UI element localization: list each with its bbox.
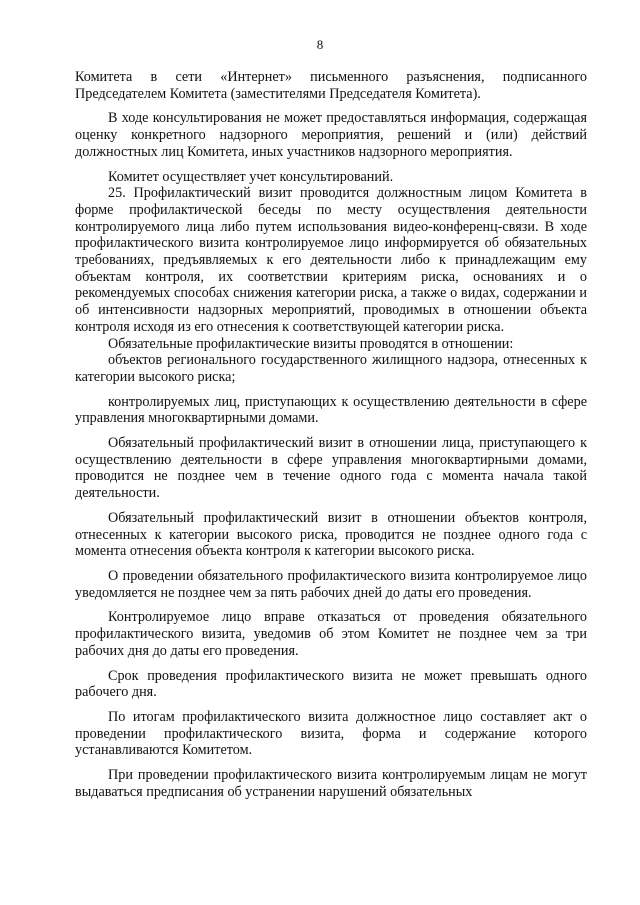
paragraph: Комитет осуществляет учет консультирований.	[108, 168, 394, 185]
paragraph: Обязательный профилактический визит в отношении лица, приступающего к осуществлению деятельности в сфере управления многоквартирными домами, проводится не позднее чем в течение одного года с момента начала такой деятельности.	[75, 435, 587, 502]
paragraph: Срок проведения профилактического визита не может превышать одного рабочего дня.	[75, 667, 587, 701]
paragraph: контролируемых лиц, приступающих к осуществлению деятельности в сфере управления многоквартирными домами.	[75, 393, 587, 427]
paragraph: 25. Профилактический визит проводится должностным лицом Комитета в форме профилактической беседы по месту осуществления деятельности контролируемого лица либо путем использования видео-конференц-связи. В ходе профилактического визита контролируемое лицо информируется об обязательных требованиях, предъявляемых к его деятельности либо к принадлежащим ему объектам контроля, их соответствии критериям риска, основаниях и о рекомендуемых способах снижения категории риска, а также о видах, содержании и об интенсивности надзорных мероприятий, проводимых в отношении объекта контроля исходя из его отнесения к соответствующей категории риска.	[75, 185, 587, 335]
paragraph: О проведении обязательного профилактического визита контролируемое лицо уведомляется не позднее чем за пять рабочих дней до даты его проведения.	[75, 567, 587, 601]
paragraph: объектов регионального государственного жилищного надзора, отнесенных к категории высокого риска;	[75, 352, 587, 385]
body-text	[75, 69, 587, 800]
paragraph: Контролируемое лицо вправе отказаться от проведения обязательного профилактического визита, уведомив об этом Комитет не позднее чем за три рабочих дня до даты его проведения.	[75, 609, 587, 659]
page-number: 8	[316, 37, 324, 52]
paragraph: Обязательные профилактические визиты проводятся в отношении:	[108, 335, 514, 352]
paragraph: В ходе консультирования не может предоставляться информация, содержащая оценку конкретного надзорного мероприятия, решений и (или) действий должностных лиц Комитета, иных участников надзорного мероприятия.	[75, 110, 587, 160]
paragraph: При проведении профилактического визита контролируемым лицам не могут выдаваться предписания об устранении нарушений обязательных	[75, 767, 587, 800]
paragraph: Комитета в сети «Интернет» письменного разъяснения, подписанного Председателем Комитета (заместителями Председателя Комитета).	[75, 69, 587, 102]
paragraph: Обязательный профилактический визит в отношении объектов контроля, отнесенных к категории высокого риска, проводится не позднее одного года с момента отнесения объекта контроля к категории высокого риска.	[75, 509, 587, 560]
paragraph: По итогам профилактического визита должностное лицо составляет акт о проведении профилактического визита, форма и содержание которого устанавливаются Комитетом.	[75, 708, 587, 759]
